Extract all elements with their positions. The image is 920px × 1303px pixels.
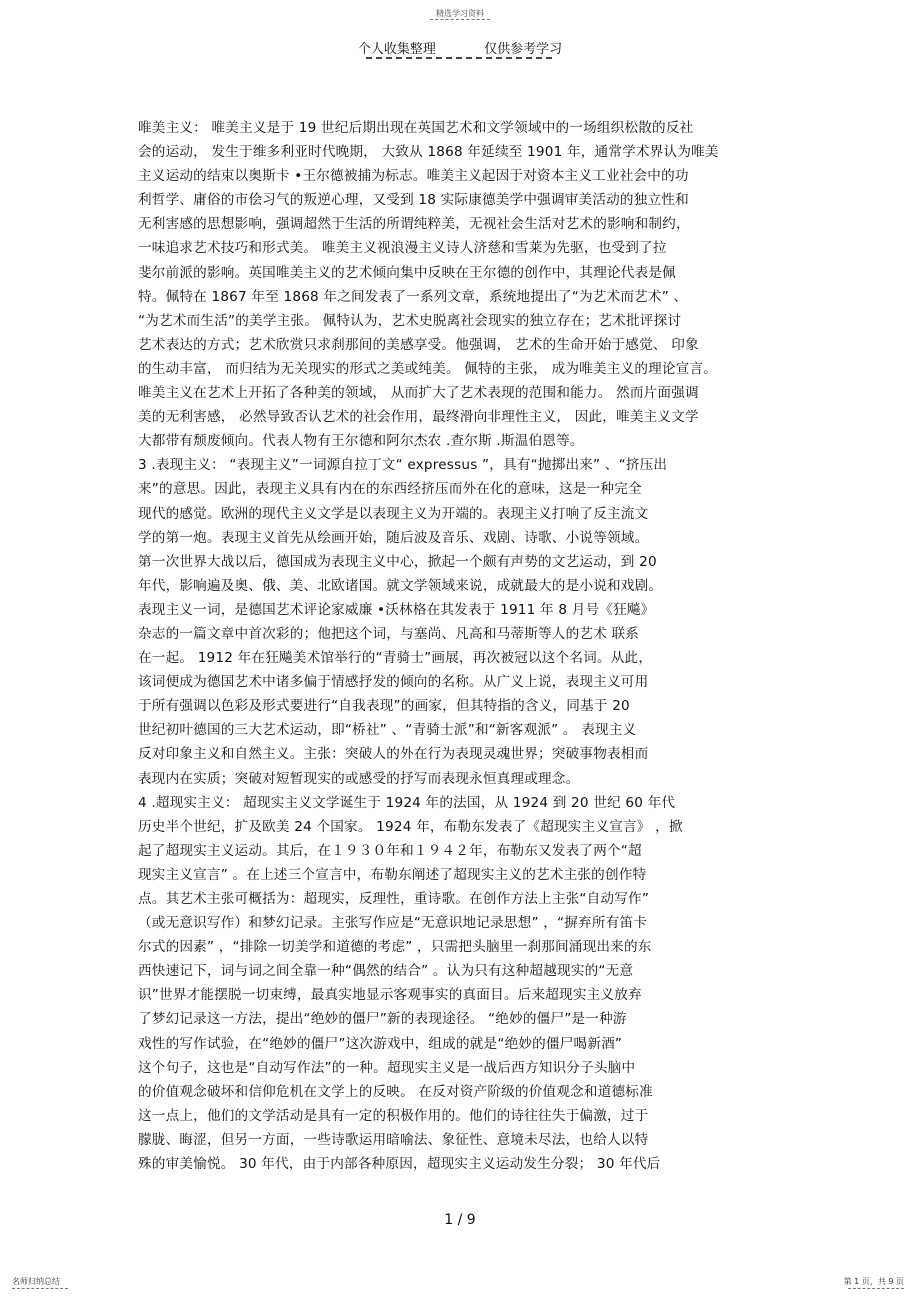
text-line: 美的无利害感， 必然导致否认艺术的社会作用，最终滑向非理性主义， 因此，唯美主义文学 — [138, 409, 699, 426]
text-line: 西快速记下，词与词之间全靠一种“偶然的结合” 。认为只有这种超越现实的“无意 — [138, 963, 634, 980]
text-line: 3 .表现主义： “表现主义”一词源自拉丁文“ expressus ”，具有“抛掷出来” 、“挤压出 — [138, 457, 668, 474]
text-line: 点。其艺术主张可概括为：超现实，反理性，重诗歌。在创作方法上主张“自动写作” — [138, 891, 650, 907]
text-line: 唯美主义在艺术上开拓了各种美的领域， 从而扩大了艺术表现的范围和能力。 然而片面强调 — [138, 385, 699, 402]
text-line: 于所有强调以色彩及形式要进行“自我表现”的画家，但其特指的含义，同基于 20 — [138, 698, 630, 715]
text-line: 这一点上，他们的文学活动是具有一定的积极作用的。他们的诗往往失于偏激，过于 — [138, 1107, 649, 1124]
text-line: 朦胧、晦涩，但另一方面，一些诗歌运用暗喻法、象征性、意境未尽法，也给人以特 — [138, 1131, 649, 1148]
top-label: 精选学习资料 — [436, 9, 484, 18]
text-line: 主义运动的结束以奥斯卡 •王尔德被捕为标志。唯美主义起因于对资本主义工业社会中的功 — [138, 168, 689, 185]
text-line: 现代的感觉。欧洲的现代主义文学是以表现主义为开端的。表现主义打响了反主流文 — [138, 505, 649, 522]
text-line: 在一起。 1912 年在狂飚美术馆举行的“青骑士”画展，再次被冠以这个名词。从此， — [138, 650, 653, 667]
text-line: 年代，影响遍及奥、俄、美、北欧诸国。就文学领域来说，成就最大的是小说和戏剧。 — [138, 577, 663, 594]
footer-right: 第 1 页，共 9 页 — [843, 1277, 904, 1286]
text-line: “为艺术而生活”的美学主张。 佩特认为，艺术史脱离社会现实的独立存在；艺术批评探讨 — [138, 312, 682, 329]
header-right: 仅供参考学习 — [484, 42, 563, 57]
text-line: 第一次世界大战以后，德国成为表现主义中心，掀起一个颇有声势的文艺运动，到 20 — [138, 553, 657, 570]
text-line: 了梦幻记录这一方法，提出“绝妙的僵尸”新的表现途径。 “绝妙的僵尸”是一种游 — [138, 1011, 627, 1028]
text-line: 特。佩特在 1867 年至 1868 年之间发表了一系列文章，系统地提出了“为艺术而艺术” 、 — [138, 288, 688, 305]
text-line: （或无意识写作）和梦幻记录。主张写作应是“无意识地记录思想” ，“摒弃所有笛卡 — [138, 915, 648, 932]
text-line: 的生动丰富， 而归结为无关现实的形式之美或纯美。 佩特的主张， 成为唯美主义的理论宣言。 — [138, 360, 718, 377]
text-line: 该词便成为德国艺术中诸多偏于情感抒发的倾向的名称。从广义上说，表现主义可用 — [138, 674, 649, 691]
text-line: 一味追求艺术技巧和形式美。 唯美主义视浪漫主义诗人济慈和雪莱为先驱，也受到了拉 — [138, 240, 667, 257]
text-line: 大都带有颓废倾向。代表人物有王尔德和阿尔杰农 .查尔斯 .斯温伯恩等。 — [138, 433, 584, 450]
footer-left: 名师归纳总结 — [12, 1277, 60, 1286]
text-line: 艺术表达的方式；艺术欣赏只求刹那间的美感享受。他强调， 艺术的生命开始于感觉、 印象 — [138, 336, 699, 353]
text-line: 这个句子，这也是“自动写作法”的一种。超现实主义是一战后西方知识分子头脑中 — [138, 1059, 636, 1076]
text-line: 起了超现实主义运动。其后，在１９３０年和１９４２年，布勒东又发表了两个“超 — [138, 842, 642, 859]
top-divider — [430, 19, 490, 20]
header-divider — [366, 57, 552, 59]
text-line: 学的第一炮。表现主义首先从绘画开始，随后波及音乐、戏剧、诗歌、小说等领域。 — [138, 529, 649, 546]
text-line: 无利害感的思想影响，强调超然于生活的所谓纯粹美，无视社会生活对艺术的影响和制约， — [138, 216, 690, 233]
text-line: 反对印象主义和自然主义。主张：突破人的外在行为表现灵魂世界；突破事物表相而 — [138, 746, 649, 763]
text-line: 利哲学、庸俗的市侩习气的叛逆心理，又受到 18 实际康德美学中强调审美活动的独立性和 — [138, 192, 689, 209]
page-header — [0, 38, 920, 57]
text-line: 现实主义宣言” 。在上述三个宣言中，布勒东阐述了超现实主义的艺术主张的创作特 — [138, 866, 647, 883]
text-line: 斐尔前派的影响。英国唯美主义的艺术倾向集中反映在王尔德的创作中，其理论代表是佩 — [138, 264, 676, 281]
footer-left-divider — [12, 1288, 68, 1289]
footer-right-divider — [848, 1288, 904, 1289]
text-line: 杂志的一篇文章中首次彩的；他把这个词，与塞尚、凡高和马蒂斯等人的艺术 联系 — [138, 625, 640, 642]
text-line: 世纪初叶德国的三大艺术运动，即“桥社” 、“青骑士派”和“新客观派” 。 表现主义 — [138, 722, 637, 739]
text-line: 戏性的写作试验，在“绝妙的僵尸”这次游戏中，组成的就是“绝妙的僵尸喝新酒” — [138, 1035, 623, 1052]
text-line: 4 .超现实主义： 超现实主义文学诞生于 1924 年的法国，从 1924 到 20 世纪 60 年代 — [138, 794, 676, 811]
text-line: 会的运动， 发生于维多利亚时代晚期， 大致从 1868 年延续至 1901 年，通常学术界认为唯美 — [138, 144, 719, 161]
page-number: 1 / 9 — [444, 1212, 476, 1228]
text-line: 历史半个世纪，扩及欧美 24 个国家。 1924 年，布勒东发表了《超现实主义宣言》 ，掀 — [138, 818, 683, 835]
text-line: 殊的审美愉悦。 30 年代，由于内部各种原因，超现实主义运动发生分裂； 30 年代后 — [138, 1156, 661, 1173]
text-line: 唯美主义： 唯美主义是于 19 世纪后期出现在英国艺术和文学领域中的一场组织松散的反社 — [138, 120, 694, 136]
text-line: 识”世界才能摆脱一切束缚，最真实地显示客观事实的真面目。后来超现实主义放弃 — [138, 987, 642, 1004]
header-left: 个人收集整理 — [357, 42, 436, 57]
text-line: 的价值观念破坏和信仰危机在文学上的反映。 在反对资产阶级的价值观念和道德标准 — [138, 1083, 653, 1100]
text-line: 尔式的因素” ，“排除一切美学和道德的考虑” ，只需把头脑里一刹那间涌现出来的东 — [138, 939, 652, 956]
document-body — [138, 116, 778, 1176]
text-line: 表现主义一词，是德国艺术评论家威廉 •沃林格在其发表于 1911 年 8 月号《狂飚》 — [138, 601, 655, 618]
text-line: 来”的意思。因此，表现主义具有内在的东西经挤压而外在化的意味，这是一种完全 — [138, 481, 642, 498]
text-line: 表现内在实质；突破对短暂现实的或感受的抒写而表现永恒真理或理念。 — [138, 770, 580, 787]
